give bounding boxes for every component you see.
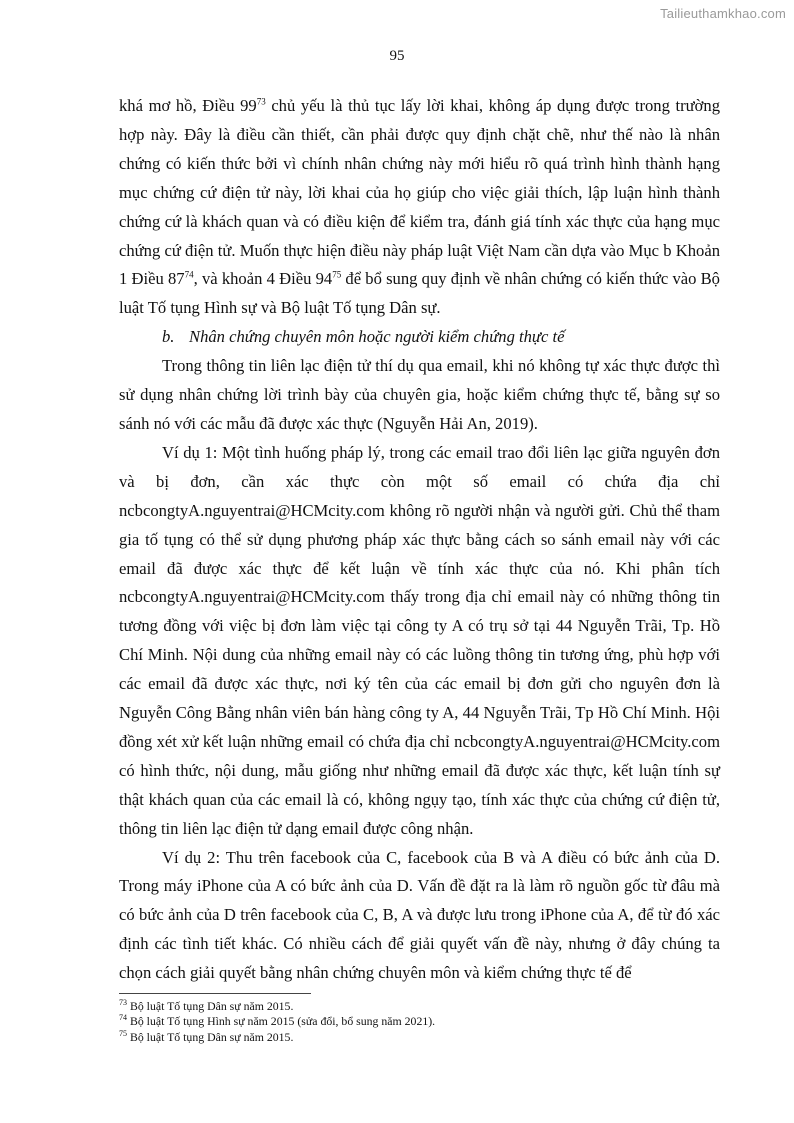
footnote-number: 75 [119,1028,127,1038]
paragraph-1-text: để bổ sung quy định về nhân chứng có kiến thức vào Bộ luật Tố tụng Hình sự và Bộ luật Tố tụng Dân sự. [119,269,720,318]
section-heading-b [119,323,720,352]
footnote-divider [119,993,311,994]
email-address: ncbcongtyA.nguyentrai@HCMcity.com [119,500,385,520]
email-address: ncbcongtyA.nguyentrai@HCMcity.com [119,587,385,607]
footnote-ref-75[interactable]: 75 [332,269,342,280]
footnotes [119,999,720,1045]
footnote-number: 74 [119,1013,127,1023]
section-letter: b. [162,327,175,347]
footnote-74 [119,1014,720,1029]
footnote-73 [119,999,720,1014]
footnote-text: Bộ luật Tố tụng Dân sự năm 2015. [127,1029,294,1044]
footnote-ref-74[interactable]: 74 [184,269,194,280]
section-title: Nhân chứng chuyên môn hoặc người kiểm chứng thực tế [189,327,565,347]
footnote-text: Bộ luật Tố tụng Hình sự năm 2015 (sửa đổi, bổ sung năm 2021). [127,1014,436,1029]
footnote-number: 73 [119,998,127,1008]
email-address: ncbcongtyA.nguyentrai@HCMcity.com [454,731,720,751]
example-2-paragraph: Ví dụ 2: Thu trên facebook của C, facebook của B và A điều có bức ảnh của D. Trong máy iPhone của A có bức ảnh của D. Vấn đề đặt ra là làm rõ nguồn gốc từ đâu mà có bức ảnh của D trên facebook của C, B, A và được lưu trong iPhone của A, để từ đó xác định các tình tiết khác. Có nhiều cách để giải quyết vấn đề này, nhưng ở đây chúng ta chọn cách giải quyết bằng nhân chứng chuyên môn và kiểm chứng thực tế để [119,847,720,983]
example-1-text: có hình thức, nội dung, mẫu giống như những email đã được xác thực, kết luận tính sự thật khách quan của các email là có, không ngụy tạo, tính xác thực của chứng cứ điện tử, thông tin liên lạc điện tử dạng email được công nhận. [119,760,720,838]
main-content [119,92,720,988]
footnote-75 [119,1030,720,1045]
paragraph-1-text: , và khoản 4 Điều 94 [193,269,333,289]
paragraph-1-text: khá mơ hồ, Điều 99 [119,96,257,115]
example-1-paragraph [119,439,720,844]
footnote-ref-73[interactable]: 73 [256,96,266,107]
paragraph-1 [119,92,720,323]
watermark: Tailieuthamkhao.com [660,6,786,21]
example-1-text: không rõ người nhận và người gửi. Chủ thể tham gia tố tụng có thể sử dụng phương pháp xác thực bằng cách so sánh email này với các email đã được xác thực để kết luận về tính xác thực của nó. Khi phân tích [119,500,720,578]
paragraph-1-text: chủ yếu là thủ tục lấy lời khai, không áp dụng được trong trường hợp này. Đây là điều cần thiết, cần phải được quy định chặt chẽ, như thế nào là nhân chứng có kiến thức bởi vì chính nhân chứng này mới hiểu rõ quá trình hình thành hạng mục chứng cứ điện tử này, lời khai của họ giúp cho việc giải thích, lập luận hình thành chứng cứ là khách quan và có điều kiện để kiểm tra, đánh giá tính xác thực của hạng mục chứng cứ điện tử. Muốn thực hiện điều này pháp luật Việt Nam cần dựa vào Mục b Khoản 1 Điều 87 [119,96,720,289]
footnote-text: Bộ luật Tố tụng Dân sự năm 2015. [127,999,294,1013]
example-1-text: thấy trong địa chỉ email này có những thông tin tương đồng với việc bị đơn làm việc tại công ty A có trụ sở tại 44 Nguyễn Trãi, Tp. Hồ Chí Minh. Nội dung của những email này có các luồng thông tin tương ứng, phù hợp với các email đã được xác thực, nơi ký tên của các email bị đơn gửi cho nguyên đơn là Nguyễn Công Bằng nhân viên bán hàng công ty A, 44 Nguyễn Trãi, Tp Hồ Chí Minh. Hội đồng xét xử kết luận những email có chứa địa chỉ [119,587,720,751]
example-1-text: Ví dụ 1: Một tình huống pháp lý, trong các email trao đổi liên lạc giữa nguyên đơn và bị đơn, cần xác thực còn một số email có chứa địa chỉ [119,442,720,491]
page-number: 95 [389,48,405,64]
paragraph-2: Trong thông tin liên lạc điện tử thí dụ qua email, khi nó không tự xác thực được thì sử dụng nhân chứng lời trình bày của chuyên gia, hoặc kiểm chứng thực tế, bằng sự so sánh nó với các mẫu đã được xác thực (Nguyễn Hải An, 2019). [119,356,720,433]
